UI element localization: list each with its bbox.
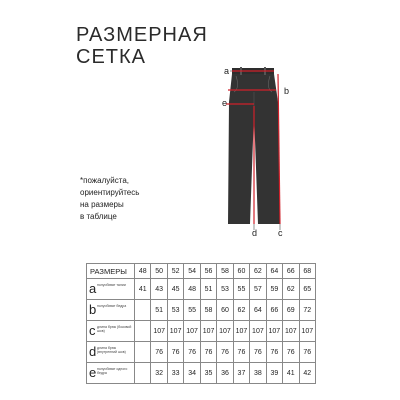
table-cell: 76 bbox=[200, 342, 216, 363]
table-cell: 37 bbox=[233, 363, 249, 384]
table-cell: 107 bbox=[200, 321, 216, 342]
table-cell: 107 bbox=[217, 321, 233, 342]
note-line-1: *пожалуйста, bbox=[80, 176, 129, 185]
table-cell: 62 bbox=[283, 279, 299, 300]
table-cell: 72 bbox=[299, 300, 315, 321]
table-cell: 39 bbox=[266, 363, 282, 384]
measure-letter-c: c bbox=[278, 228, 283, 238]
table-cell: 55 bbox=[184, 300, 200, 321]
size-header: 50 bbox=[151, 264, 167, 279]
row-letter: b bbox=[89, 302, 97, 317]
table-cell: 64 bbox=[250, 300, 266, 321]
table-cell: 76 bbox=[299, 342, 315, 363]
size-header: 68 bbox=[299, 264, 315, 279]
table-cell: 107 bbox=[266, 321, 282, 342]
table-cell: 32 bbox=[151, 363, 167, 384]
table-cell: 38 bbox=[250, 363, 266, 384]
table-row bbox=[87, 279, 316, 300]
size-header: 52 bbox=[167, 264, 183, 279]
table-row bbox=[87, 300, 316, 321]
table-cell-empty bbox=[135, 300, 151, 321]
note-line-4: в таблице bbox=[80, 212, 117, 221]
measure-letter-d: d bbox=[252, 228, 258, 238]
row-label bbox=[87, 363, 135, 384]
table-cell-empty bbox=[135, 363, 151, 384]
row-description: длина брюк (боковой шов) bbox=[97, 325, 132, 333]
trousers-diagram bbox=[218, 62, 298, 242]
size-note bbox=[80, 175, 200, 223]
table-row bbox=[87, 321, 316, 342]
table-cell: 107 bbox=[184, 321, 200, 342]
table-cell: 35 bbox=[200, 363, 216, 384]
table-cell: 48 bbox=[184, 279, 200, 300]
table-cell: 76 bbox=[167, 342, 183, 363]
size-header: 48 bbox=[135, 264, 151, 279]
table-header-row bbox=[87, 264, 316, 279]
table-cell: 45 bbox=[167, 279, 183, 300]
table-cell: 59 bbox=[266, 279, 282, 300]
table-cell: 60 bbox=[217, 300, 233, 321]
size-header: 56 bbox=[200, 264, 216, 279]
measure-letter-b: b bbox=[284, 86, 290, 96]
size-header: 58 bbox=[217, 264, 233, 279]
row-label bbox=[87, 321, 135, 342]
table-cell: 51 bbox=[200, 279, 216, 300]
table-cell: 36 bbox=[217, 363, 233, 384]
row-description: длина брюк (внутренний шов) bbox=[97, 346, 126, 354]
size-header: 60 bbox=[233, 264, 249, 279]
table-cell: 62 bbox=[233, 300, 249, 321]
row-label bbox=[87, 300, 135, 321]
measure-letter-a: a bbox=[224, 66, 230, 76]
note-line-3: на размеры bbox=[80, 200, 124, 209]
table-cell: 107 bbox=[250, 321, 266, 342]
table-cell: 33 bbox=[167, 363, 183, 384]
table-cell: 43 bbox=[151, 279, 167, 300]
row-description: полуобхват одного бедра bbox=[97, 367, 128, 375]
table-cell: 107 bbox=[167, 321, 183, 342]
row-letter: e bbox=[89, 365, 97, 380]
table-cell: 53 bbox=[167, 300, 183, 321]
table-row bbox=[87, 363, 316, 384]
row-description: полуобхват талии bbox=[97, 283, 126, 287]
row-letter: d bbox=[89, 344, 97, 359]
table-cell: 69 bbox=[283, 300, 299, 321]
row-description: полуобхват бедра bbox=[97, 304, 127, 308]
title-line-1: РАЗМЕРНАЯ bbox=[76, 24, 208, 46]
table-cell: 51 bbox=[151, 300, 167, 321]
note-line-2: ориентируйтесь bbox=[80, 188, 140, 197]
size-header: 64 bbox=[266, 264, 282, 279]
table-cell: 57 bbox=[250, 279, 266, 300]
table-cell: 76 bbox=[233, 342, 249, 363]
row-letter: a bbox=[89, 281, 97, 296]
page-title bbox=[76, 24, 208, 68]
header-label: РАЗМЕРЫ bbox=[87, 264, 135, 279]
size-header: 66 bbox=[283, 264, 299, 279]
table-cell-empty bbox=[135, 321, 151, 342]
table-cell: 107 bbox=[233, 321, 249, 342]
table-cell: 58 bbox=[200, 300, 216, 321]
row-letter: c bbox=[89, 323, 96, 338]
table-cell: 76 bbox=[283, 342, 299, 363]
table-cell: 34 bbox=[184, 363, 200, 384]
table-cell: 76 bbox=[250, 342, 266, 363]
table-cell: 76 bbox=[217, 342, 233, 363]
table-cell: 42 bbox=[299, 363, 315, 384]
measure-letter-e: e bbox=[222, 98, 228, 108]
size-header: 62 bbox=[250, 264, 266, 279]
table-row bbox=[87, 342, 316, 363]
table-cell: 41 bbox=[135, 279, 151, 300]
table-cell: 76 bbox=[184, 342, 200, 363]
table-cell: 76 bbox=[151, 342, 167, 363]
table-cell: 107 bbox=[283, 321, 299, 342]
table-cell-empty bbox=[135, 342, 151, 363]
table-cell: 66 bbox=[266, 300, 282, 321]
table-cell: 76 bbox=[266, 342, 282, 363]
table-cell: 41 bbox=[283, 363, 299, 384]
row-label bbox=[87, 279, 135, 300]
table-cell: 65 bbox=[299, 279, 315, 300]
row-label bbox=[87, 342, 135, 363]
size-table bbox=[86, 263, 316, 384]
table-cell: 53 bbox=[217, 279, 233, 300]
size-header: 54 bbox=[184, 264, 200, 279]
table-cell: 107 bbox=[151, 321, 167, 342]
table-cell: 107 bbox=[299, 321, 315, 342]
title-line-2: СЕТКА bbox=[76, 46, 146, 68]
table-cell: 55 bbox=[233, 279, 249, 300]
